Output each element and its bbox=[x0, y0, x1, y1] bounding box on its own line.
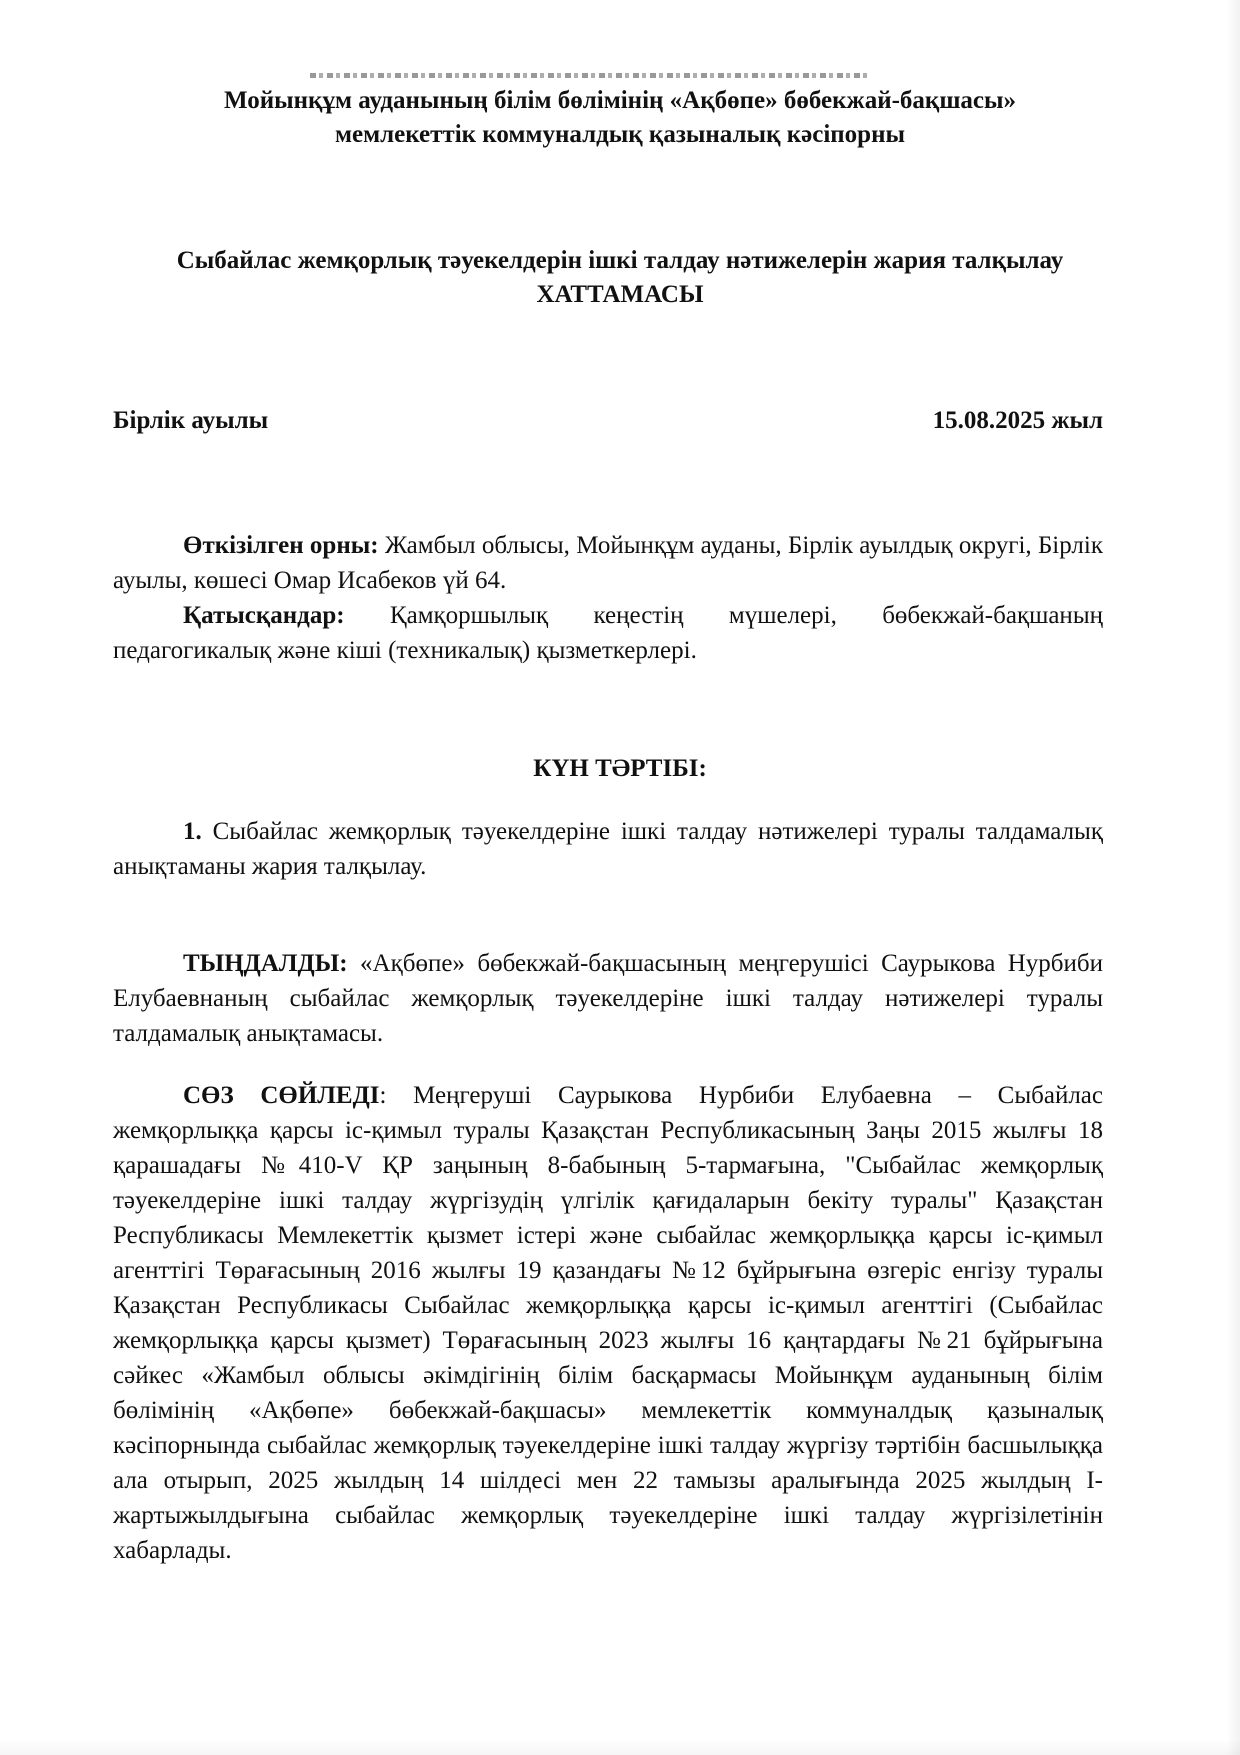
heard-label: ТЫҢДАЛДЫ: bbox=[183, 950, 348, 977]
participants-text: Қамқоршылық кеңестің мүшелері, бөбекжай-бақшаның педагогикалық және кіші (техникалық) қызметкерлері. bbox=[113, 602, 1103, 664]
agenda-heading: КҮН ТӘРТІБІ: bbox=[533, 755, 707, 782]
meeting-date: 15.08.2025 жыл bbox=[932, 407, 1103, 434]
agenda-item-number: 1. bbox=[183, 818, 202, 845]
venue-label: Өткізілген орны: bbox=[183, 532, 379, 559]
agenda-item bbox=[113, 814, 1103, 884]
document-title-line1: Сыбайлас жемқорлық тәуекелдерін ішкі талдау нәтижелерін жария талқылау bbox=[176, 247, 1064, 274]
meeting-place: Бірлік ауылы bbox=[113, 407, 269, 434]
organization-name-line1: Мойынқұм ауданының білім бөлімінің «Ақбөпе» бөбекжай-бақшасы» bbox=[223, 87, 1017, 114]
scan-edge-shadow bbox=[1226, 0, 1240, 1755]
document-title bbox=[100, 244, 1140, 312]
venue-text: Жамбыл облысы, Мойынқұм ауданы, Бірлік ауылдық округі, Бірлік ауылы, көшесі Омар Исабеков үй 64. bbox=[113, 532, 1103, 594]
organization-name-line2: мемлекеттік коммуналдық қазыналық кәсіпорны bbox=[334, 121, 905, 148]
spoke-label: СӨЗ СӨЙЛЕДІ bbox=[183, 1082, 380, 1109]
venue-paragraph bbox=[113, 528, 1103, 598]
heard-text: «Ақбөпе» бөбекжай-бақшасының меңгерушісі Саурыкова Нурбиби Елубаевнаның сыбайлас жемқорлық тәуекелдеріне ішкі талдау нәтижелері туралы талдамалық анықтамасы. bbox=[113, 950, 1103, 1047]
document-title-line2: ХАТТАМАСЫ bbox=[536, 281, 704, 308]
organization-header bbox=[100, 84, 1140, 152]
heard-paragraph bbox=[113, 946, 1103, 1051]
participants-paragraph bbox=[113, 598, 1103, 668]
cropped-top-line bbox=[310, 73, 870, 78]
spoke-paragraph bbox=[113, 1078, 1103, 1568]
spoke-text: : Меңгеруші Саурыкова Нурбиби Елубаевна – Сыбайлас жемқорлыққа қарсы іс-қимыл туралы Қазақстан Республикасының Заңы 2015 жылғы 18 қарашадағы №410-V ҚР заңының 8-бабының 5-тармағына, "Сыбайлас жемқорлық тәуекелдеріне ішкі талдау жүргізудің үлгілік қағидаларын бекіту туралы" Қазақстан Республикасы Мемлекеттік қызмет істері және сыбайлас жемқорлыққа қарсы іс-қимыл агенттігі Төрағасының 2016 жылғы 19 қазандағы №12 бұйрығына өзгеріс енгізу туралы Қазақстан Республикасы Сыбайлас жемқорлыққа қарсы іс-қимыл агенттігі (Сыбайлас жемқорлыққа қарсы қызмет) Төрағасының 2023 жылғы 16 қаңтардағы №21 бұйрығына сәйкес «Жамбыл облысы әкімдігінің білім басқармасы Мойынқұм ауданының білім бөлімінің «Ақбөпе» бөбекжай-бақшасы» мемлекеттік коммуналдық қазыналық кәсіпорнында сыбайлас жемқорлық тәуекелдеріне ішкі талдау жүргізу тәртібін басшылыққа ала отырып, 2025 жылдың 14 шілдесі мен 22 тамызы аралығында 2025 жылдың І-жартыжылдығына сыбайлас жемқорлық тәуекелдеріне ішкі талдау жүргізілетінін хабарлады. bbox=[113, 1082, 1103, 1564]
participants-label: Қатысқандар: bbox=[183, 602, 345, 629]
scan-bottom-shadow bbox=[0, 1739, 1240, 1755]
agenda-item-text: Сыбайлас жемқорлық тәуекелдеріне ішкі талдау нәтижелері туралы талдамалық анықтаманы жария талқылау. bbox=[113, 818, 1103, 880]
